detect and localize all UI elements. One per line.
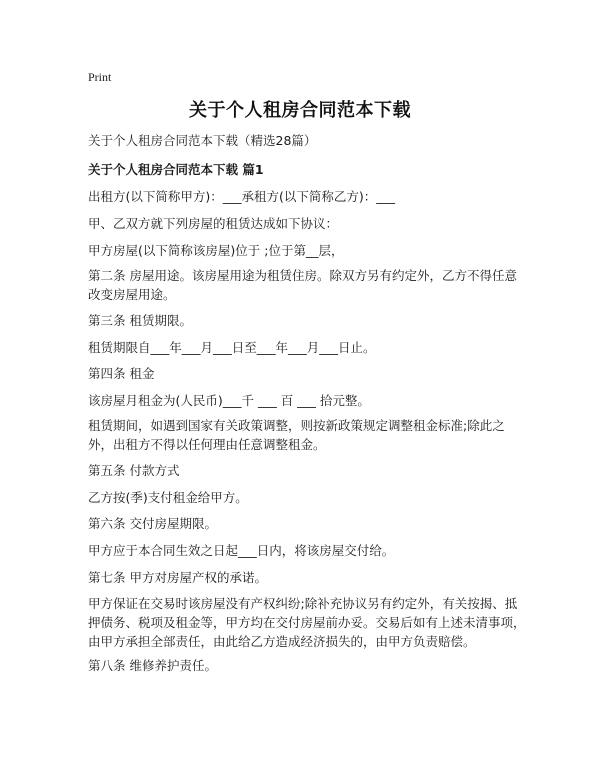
print-link[interactable]: Print [88,70,112,84]
paragraph-term: 租赁期限自___年___月___日至___年___月___日止。 [88,340,376,355]
document-subtitle: 关于个人租房合同范本下载（精选28篇） [88,133,317,148]
section-heading: 关于个人租房合同范本下载 篇1 [88,162,264,177]
paragraph-article-4: 第四条 租金 [88,366,155,381]
paragraph-parties: 出租方(以下简称甲方)：___承租方(以下简称乙方)：___ [88,189,396,204]
paragraph-agreement: 甲、乙双方就下列房屋的租赁达成如下协议： [88,216,339,231]
paragraph-rent: 该房屋月租金为(人民币)___千 ___ 百 ___ 拾元整。 [88,393,370,408]
paragraph-article-2: 第二条 房屋用途。该房屋用途为租赁住房。除双方另有约定外，乙方不得任意改变房屋用途。 [88,268,517,302]
document-title: 关于个人租房合同范本下载 [189,100,411,121]
paragraph-property-rights: 甲方保证在交易时该房屋没有产权纠纷;除补充协议另有约定外，有关按揭、抵押债务、税项及租金等，甲方均在交付房屋前办妥。交易后如有上述未清事项，由甲方承担全部责任，由此给乙方造成经济损失的，由甲方负责赔偿。 [88,596,526,649]
paragraph-article-8: 第八条 维修养护责任。 [88,658,217,673]
paragraph-article-6: 第六条 交付房屋期限。 [88,516,217,531]
paragraph-rent-adjust: 租赁期间，如遇到国家有关政策调整，则按新政策规定调整租金标准;除此之外，出租方不得以任何理由任意调整租金。 [88,418,505,452]
paragraph-payment: 乙方按(季)支付租金给甲方。 [88,490,248,505]
paragraph-delivery: 甲方应于本合同生效之日起___日内，将该房屋交付给。 [88,543,395,558]
paragraph-location: 甲方房屋(以下简称该房屋)位于 ;位于第__层， [88,243,344,258]
paragraph-article-3: 第三条 租赁期限。 [88,313,192,328]
paragraph-article-5: 第五条 付款方式 [88,463,180,478]
paragraph-article-7: 第七条 甲方对房屋产权的承诺。 [88,570,267,585]
